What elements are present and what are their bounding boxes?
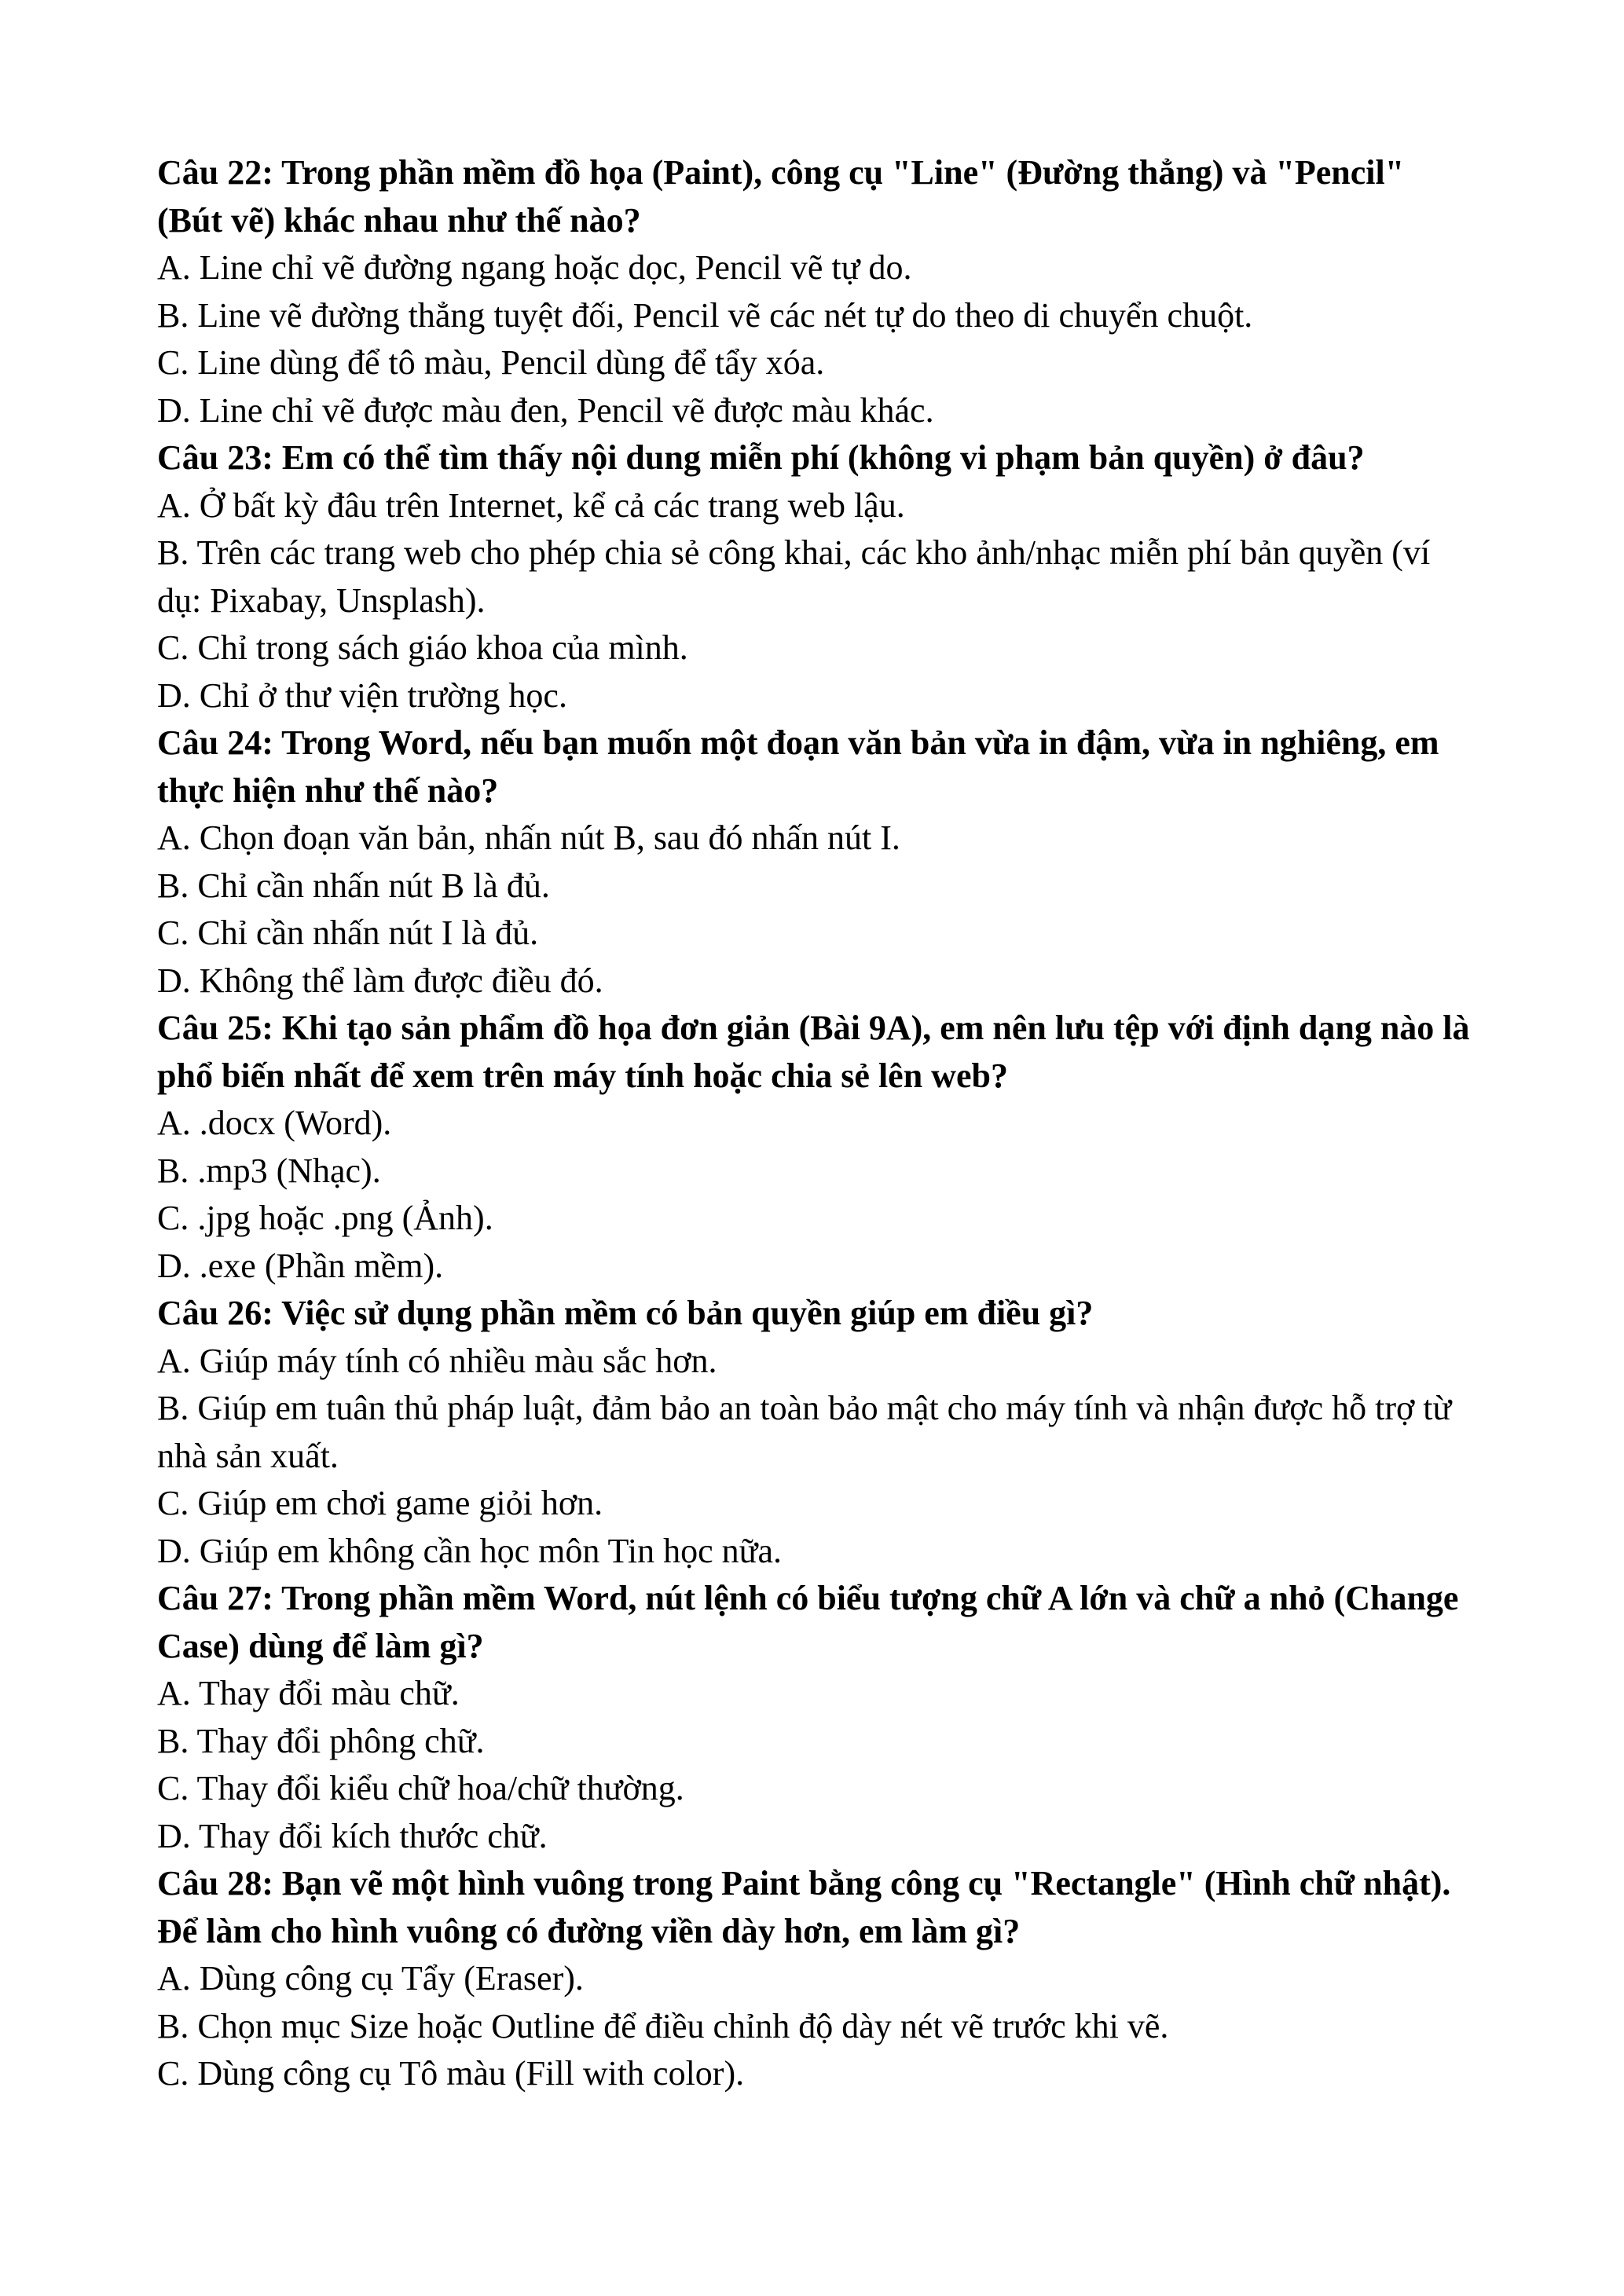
option-d: D. Line chỉ vẽ được màu đen, Pencil vẽ được màu khác. (157, 390, 934, 430)
option-d: D. Chỉ ở thư viện trường học. (157, 676, 567, 715)
option-b: B. Chọn mục Size hoặc Outline để điều chỉnh độ dày nét vẽ trước khi vẽ. (157, 2006, 1169, 2045)
document-page (157, 149, 1477, 2098)
question-text: Câu 22: Trong phần mềm đồ họa (Paint), công cụ "Line" (Đường thẳng) và "Pencil" (Bút vẽ) khác nhau như thế nào? (157, 153, 1405, 240)
question-text: Câu 25: Khi tạo sản phẩm đồ họa đơn giản (Bài 9A), em nên lưu tệp với định dạng nào là phổ biến nhất để xem trên máy tính hoặc chia sẻ lên web? (157, 1009, 1470, 1095)
option-b: B. Giúp em tuân thủ pháp luật, đảm bảo an toàn bảo mật cho máy tính và nhận được hỗ trợ từ nhà sản xuất. (157, 1389, 1452, 1475)
question-24 (157, 720, 1477, 1005)
option-d: D. Giúp em không cần học môn Tin học nữa. (157, 1531, 783, 1570)
question-text: Câu 26: Việc sử dụng phần mềm có bản quyền giúp em điều gì? (157, 1294, 1094, 1332)
option-a: A. Chọn đoạn văn bản, nhấn nút B, sau đó nhấn nút I. (157, 818, 900, 857)
option-b: B. Chỉ cần nhấn nút B là đủ. (157, 866, 550, 905)
option-c: C. Thay đổi kiểu chữ hoa/chữ thường. (157, 1769, 684, 1807)
option-a: A. Line chỉ vẽ đường ngang hoặc dọc, Pencil vẽ tự do. (157, 248, 912, 287)
question-text: Câu 24: Trong Word, nếu bạn muốn một đoạn văn bản vừa in đậm, vừa in nghiêng, em thực hiện như thế nào? (157, 723, 1439, 810)
question-28 (157, 1860, 1477, 2098)
question-27 (157, 1575, 1477, 1860)
option-b: B. Trên các trang web cho phép chia sẻ công khai, các kho ảnh/nhạc miễn phí bản quyền (ví dụ: Pixabay, Unsplash). (157, 533, 1431, 620)
option-b: B. Thay đổi phông chữ. (157, 1721, 485, 1760)
question-25 (157, 1005, 1477, 1290)
option-d: D. Thay đổi kích thước chữ. (157, 1816, 548, 1855)
option-d: D. .exe (Phần mềm). (157, 1246, 444, 1285)
option-a: A. Dùng công cụ Tẩy (Eraser). (157, 1959, 584, 1998)
option-c: C. Dùng công cụ Tô màu (Fill with color). (157, 2054, 745, 2093)
question-23 (157, 434, 1477, 720)
option-d: D. Không thể làm được điều đó. (157, 961, 603, 1000)
question-22 (157, 149, 1477, 434)
option-c: C. Giúp em chơi game giỏi hơn. (157, 1484, 603, 1522)
option-c: C. .jpg hoặc .png (Ảnh). (157, 1199, 493, 1237)
option-c: C. Chỉ cần nhấn nút I là đủ. (157, 914, 539, 952)
option-c: C. Line dùng để tô màu, Pencil dùng để tẩy xóa. (157, 343, 825, 382)
option-a: A. Giúp máy tính có nhiều màu sắc hơn. (157, 1341, 717, 1380)
option-a: A. Thay đổi màu chữ. (157, 1674, 460, 1712)
option-a: A. Ở bất kỳ đâu trên Internet, kể cả các trang web lậu. (157, 485, 905, 525)
question-26 (157, 1290, 1477, 1575)
question-text: Câu 23: Em có thể tìm thấy nội dung miễn phí (không vi phạm bản quyền) ở đâu? (157, 438, 1365, 477)
question-text: Câu 28: Bạn vẽ một hình vuông trong Paint bằng công cụ "Rectangle" (Hình chữ nhật). Để làm cho hình vuông có đường viền dày hơn, em làm gì? (157, 1864, 1451, 1950)
option-b: B. Line vẽ đường thẳng tuyệt đối, Pencil vẽ các nét tự do theo di chuyển chuột. (157, 295, 1253, 335)
option-a: A. .docx (Word). (157, 1104, 392, 1142)
option-b: B. .mp3 (Nhạc). (157, 1151, 381, 1190)
option-c: C. Chỉ trong sách giáo khoa của mình. (157, 628, 688, 667)
question-text: Câu 27: Trong phần mềm Word, nút lệnh có biểu tượng chữ A lớn và chữ a nhỏ (Change Case) dùng để làm gì? (157, 1579, 1459, 1665)
